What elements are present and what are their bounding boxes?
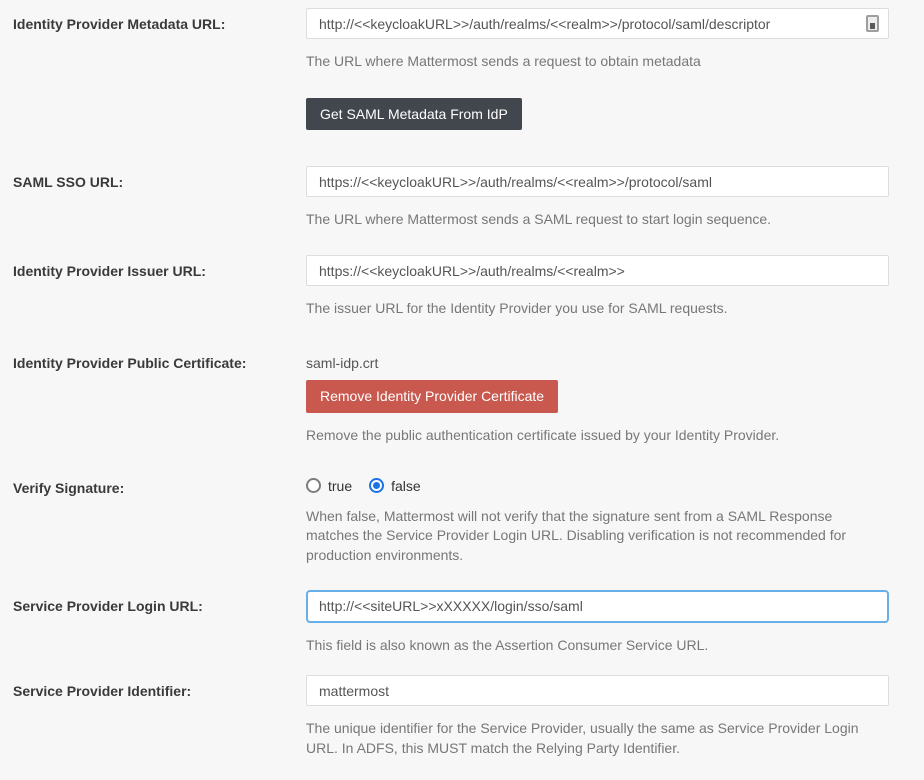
idp-issuer-url-label: Identity Provider Issuer URL: (13, 263, 206, 280)
saml-sso-url-label: SAML SSO URL: (13, 174, 124, 191)
idp-metadata-url-input[interactable] (306, 8, 889, 39)
sp-identifier-input[interactable] (306, 675, 889, 706)
idp-metadata-url-help: The URL where Mattermost sends a request to obtain metadata (306, 53, 701, 69)
sp-login-url-label: Service Provider Login URL: (13, 597, 203, 614)
saml-sso-url-help: The URL where Mattermost sends a SAML request to start login sequence. (306, 211, 772, 228)
sp-login-url-help: This field is also known as the Assertion Consumer Service URL. (306, 636, 709, 653)
verify-signature-label: Verify Signature: (13, 479, 125, 496)
verify-signature-radio-group (306, 477, 889, 494)
verify-signature-help: When false, Mattermost will not verify that the signature sent from a SAML Response matches the Service Provider Login URL. Disabling verification is not recommended for production environments. (306, 507, 847, 563)
certificate-file-name: saml-idp.crt (306, 354, 379, 371)
remove-idp-certificate-button[interactable]: Remove Identity Provider Certificate (306, 380, 558, 413)
radio-option-false[interactable] (369, 478, 421, 494)
form-group-sp-login-url (0, 590, 924, 656)
idp-issuer-url-input[interactable] (306, 255, 889, 286)
sp-identifier-help: The unique identifier for the Service Provider, usually the same as Service Provider Login URL. In ADFS, this MUST match the Relying Party Identifier. (306, 720, 859, 756)
idp-issuer-url-help: The issuer URL for the Identity Provider you use for SAML requests. (306, 300, 728, 317)
form-group-saml-sso-url (0, 166, 924, 230)
saml-sso-url-input[interactable] (306, 166, 889, 197)
form-group-idp-issuer-url (0, 255, 924, 319)
radio-true-icon[interactable] (306, 478, 321, 493)
form-group-sp-identifier (0, 675, 924, 758)
autofill-icon[interactable] (866, 15, 879, 32)
radio-false-icon[interactable] (369, 478, 384, 493)
form-group-idp-metadata-url (0, 8, 924, 130)
radio-true-label: true (328, 477, 353, 494)
radio-false-label: false (391, 477, 421, 494)
form-group-verify-signature (0, 477, 924, 566)
idp-public-certificate-help: Remove the public authentication certificate issued by your Identity Provider. (306, 427, 780, 444)
sp-login-url-input[interactable] (306, 590, 889, 623)
idp-public-certificate-label: Identity Provider Public Certificate: (13, 354, 247, 371)
form-group-idp-public-certificate (0, 354, 924, 446)
sp-identifier-label: Service Provider Identifier: (13, 683, 192, 700)
radio-option-true[interactable] (306, 478, 352, 494)
get-saml-metadata-button[interactable]: Get SAML Metadata From IdP (306, 98, 522, 131)
idp-metadata-url-label: Identity Provider Metadata URL: (13, 16, 226, 32)
